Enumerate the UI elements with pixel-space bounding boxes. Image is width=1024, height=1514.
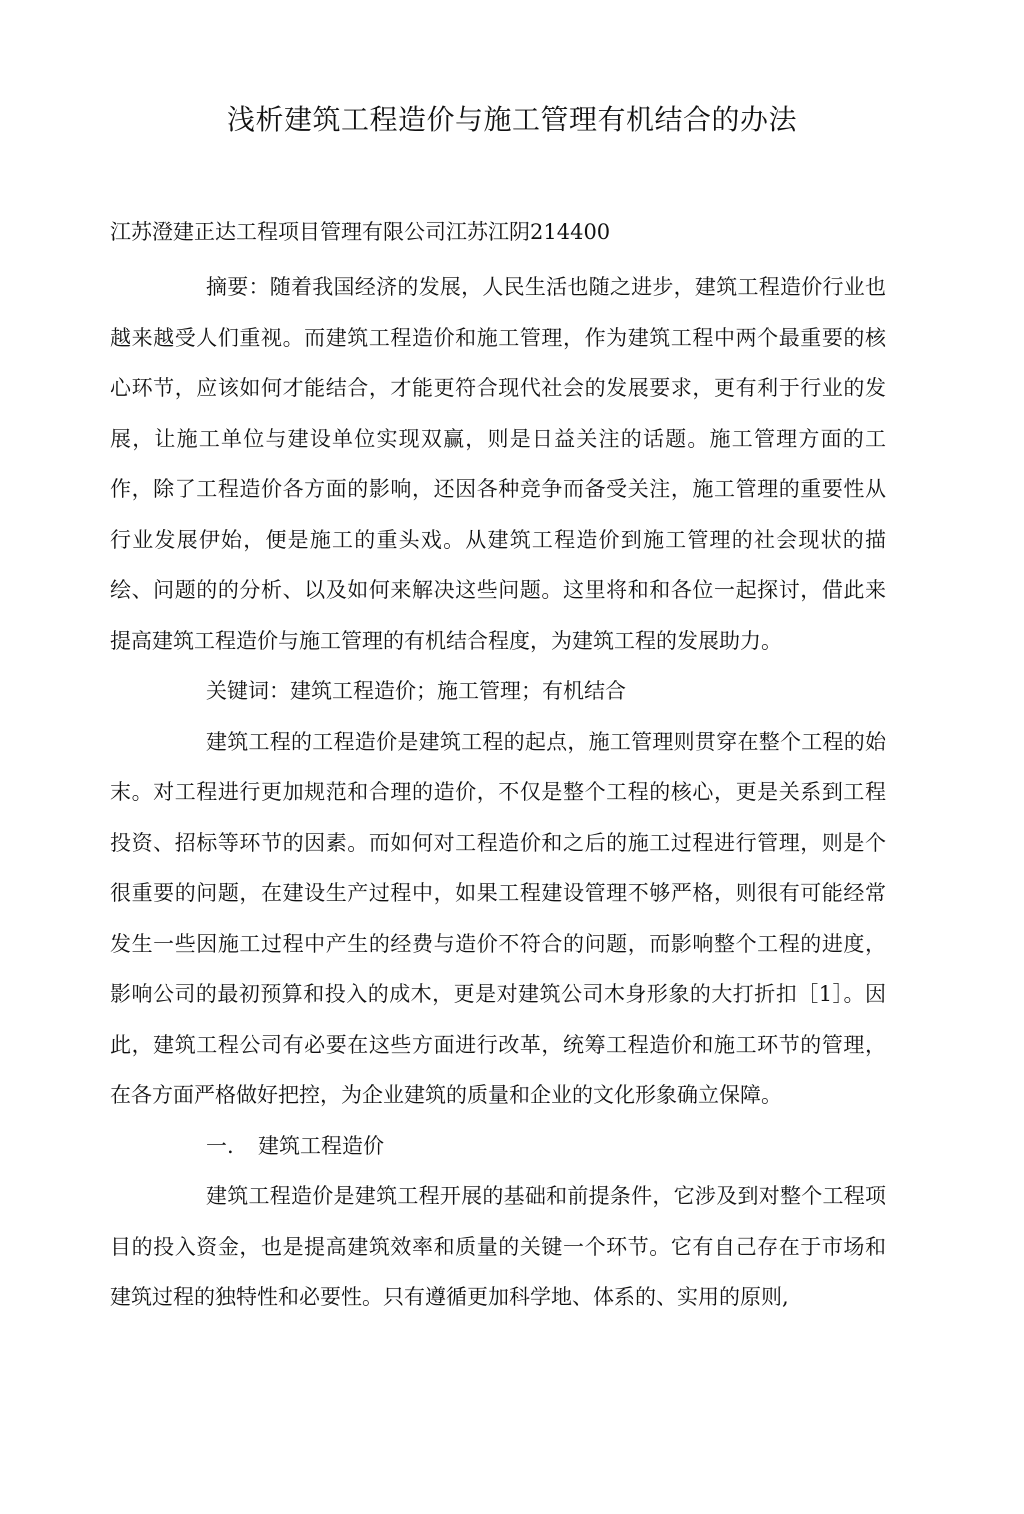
author-affiliation: 江苏澄建正达工程项目管理有限公司江苏江阴214400 bbox=[110, 220, 611, 244]
intro-paragraph: 建筑工程的工程造价是建筑工程的起点，施工管理则贯穿在整个工程的始末。对工程进行更加规范和合理的造价，不仅是整个工程的核心，更是关系到工程投资、招标等环节的因素。而如何对工程造价和之后的施工过程进行管理，则是个很重要的问题，在建设生产过程中，如果工程建设管理不够严格，则很有可能经常发生一些因施工过程中产生的经费与造价不符合的问题，而影响整个工程的进度，影响公司的最初预算和投入的成木，更是对建筑公司木身形象的大打折扣［1］。因此，建筑工程公司有必要在这些方面进行改革，统筹工程造价和施工环节的管理，在各方面严格做好把控，为企业建筑的质量和企业的文化形象确立保障。 bbox=[110, 729, 886, 1107]
abstract-paragraph: 摘要：随着我国经济的发展，人民生活也随之进步，建筑工程造价行业也越来越受人们重视。而建筑工程造价和施工管理，作为建筑工程中两个最重要的核心环节，应该如何才能结合，才能更符合现代社会的发展要求，更有利于行业的发展，让施工单位与建设单位实现双赢，则是日益关注的话题。施工管理方面的工作，除了工程造价各方面的影响，还因各种竞争而备受关注，施工管理的重要性从行业发展伊始，便是施工的重头戏。从建筑工程造价到施工管理的社会现状的描绘、问题的的分析、以及如何来解决这些问题。这里将和和各位一起探讨，借此来提高建筑工程造价与施工管理的有机结合程度，为建筑工程的发展助力。 bbox=[110, 275, 886, 653]
document-title: 浅析建筑工程造价与施工管理有机结合的办法 bbox=[226, 103, 797, 136]
section-number: 一. bbox=[206, 1133, 234, 1158]
section-heading-text: 建筑工程造价 bbox=[258, 1133, 384, 1158]
keywords-line: 关键词：建筑工程造价；施工管理；有机结合 bbox=[206, 679, 626, 703]
document-body bbox=[110, 212, 886, 1323]
section-paragraph: 建筑工程造价是建筑工程开展的基础和前提条件，它涉及到对整个工程项目的投入资金，也是提高建筑效率和质量的关键一个环节。它有自己存在于市场和建筑过程的独特性和必要性。只有遵循更加科学地、体系的、实用的原则, bbox=[110, 1184, 886, 1309]
section-heading bbox=[110, 1121, 886, 1172]
